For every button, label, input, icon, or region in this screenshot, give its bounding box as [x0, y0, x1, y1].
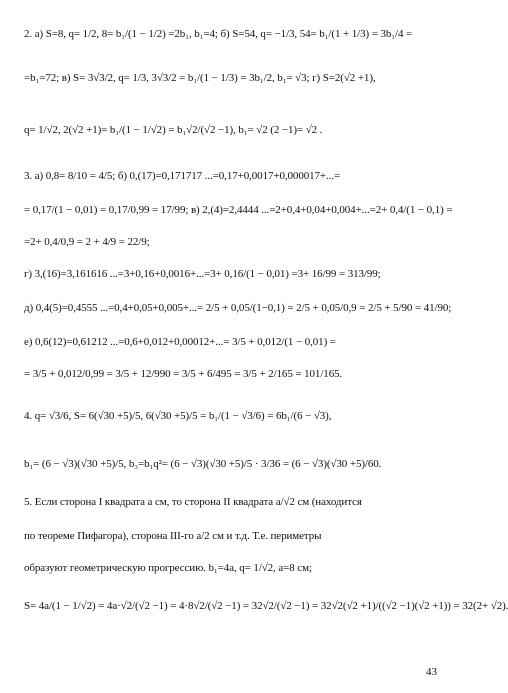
text-line-1: 2. а) S=8, q= 1/2, 8= b₁/(1 − 1/2) =2b₁, b₁=4; б) S=54, q= −1/3, 54= b₁/(1 + 1/3) = 3b₁/4 =: [24, 28, 413, 40]
text-line-10: = 3/5 + 0,012/0,99 = 3/5 + 12/990 = 3/5 + 6/495 = 3/5 + 2/165 = 101/165.: [24, 368, 343, 380]
text-line-13: 5. Если сторона I квадрата a см, то сторона II квадрата a/√2 см (находится: [24, 496, 362, 508]
text-line-12: b₁= (6 − √3)(√30 +5)/5, b₃=b₁q²= (6 − √3)(√30 +5)/5 · 3/36 = (6 − √3)(√30 +5)/60.: [24, 458, 382, 470]
text-line-5: = 0,17/(1 − 0,01) = 0,17/0,99 = 17/99; в) 2,(4)=2,4444 ...=2+0,4+0,04+0,004+...=2+ 0,4/(1 − 0,1) =: [24, 204, 453, 216]
page-number: 43: [426, 666, 437, 678]
text-line-15: образуют геометрическую прогрессию. b₁=4a, q= 1/√2, a=8 см;: [24, 562, 312, 574]
text-line-7: г) 3,(16)=3,161616 ...=3+0,16+0,0016+...=3+ 0,16/(1 − 0,01) =3+ 16/99 = 313/99;: [24, 268, 381, 280]
text-line-9: е) 0,6(12)=0,61212 ...=0,6+0,012+0,00012+...= 3/5 + 0,012/(1 − 0,01) =: [24, 336, 336, 348]
text-line-3: q= 1/√2, 2(√2 +1)= b₁/(1 − 1/√2) = b₁√2/(√2 −1), b₁= √2 (2 −1)= √2 .: [24, 124, 323, 136]
text-line-6: =2+ 0,4/0,9 = 2 + 4/9 = 22/9;: [24, 236, 150, 248]
text-line-16: S= 4a/(1 − 1/√2) = 4a·√2/(√2 −1) = 4·8√2/(√2 −1) = 32√2/(√2 −1) = 32√2(√2 +1)/((√2 −1)(√2 +1)) = 32(2+ √2).: [24, 600, 508, 612]
text-line-11: 4. q= √3/6, S= 6(√30 +5)/5, 6(√30 +5)/5 = b₁/(1 − √3/6) = 6b₁/(6 − √3),: [24, 410, 332, 422]
text-line-4: 3. а) 0,8= 8/10 = 4/5; б) 0,(17)=0,171717 ...=0,17+0,0017+0,000017+...=: [24, 170, 341, 182]
text-line-2: =b₁=72; в) S= 3√3/2, q= 1/3, 3√3/2 = b₁/(1 − 1/3) = 3b₁/2, b₁= √3; г) S=2(√2 +1),: [24, 72, 376, 84]
text-line-8: д) 0,4(5)=0,4555 ...=0,4+0,05+0,005+...= 2/5 + 0,05/(1−0,1) = 2/5 + 0,05/0,9 = 2/5 + 5/90 = 41/90;: [24, 302, 452, 314]
text-line-14: по теореме Пифагора), сторона III-го a/2 см и т.д. Т.е. периметры: [24, 530, 322, 542]
